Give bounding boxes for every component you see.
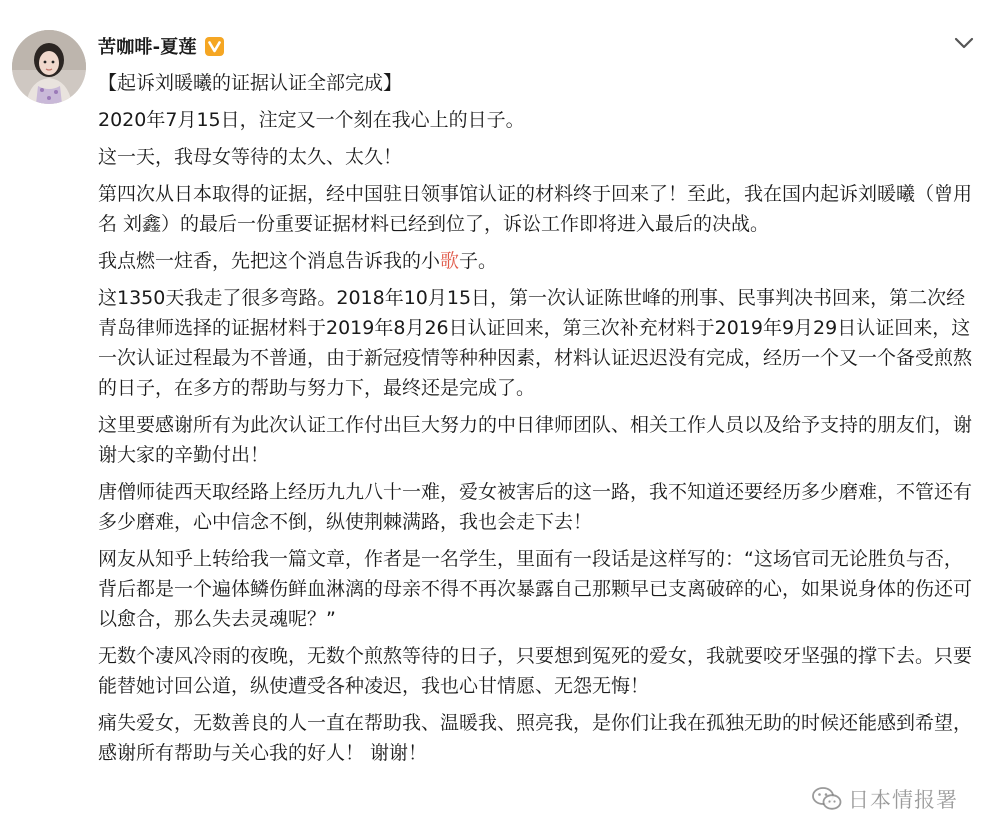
- chevron-down-icon[interactable]: [954, 36, 974, 50]
- verified-v-icon: [204, 36, 225, 57]
- watermark-text: 日本情报署: [848, 788, 958, 812]
- post-paragraph-10: 痛失爱女，无数善良的人一直在帮助我、温暖我、照亮我，是你们让我在孤独无助的时候还能感到希望，感谢所有帮助与关心我的好人！ 谢谢！: [98, 712, 973, 764]
- post-paragraph-5: 这1350天我走了很多弯路。2018年10月15日，第一次认证陈世峰的刑事、民事判决书回来，第二次经青岛律师选择的证据材料于2019年8月26日认证回来，第三次补充材料于2019年9月29日认证回来，这一次认证过程最为不普通，由于新冠疫情等种种因素，材料认证迟迟没有完成，经历一个又一个备受煎熬的日子，在多方的帮助与努力下，最终还是完成了。: [98, 287, 973, 399]
- post-paragraph-7: 唐僧师徒西天取经路上经历九九八十一难，爱女被害后的这一路，我不知道还要经历多少磨难，不管还有多少磨难，心中信念不倒，纵使荆棘满路，我也会走下去！: [98, 481, 973, 533]
- post-paragraph-1: 2020年7月15日，注定又一个刻在我心上的日子。: [98, 109, 525, 131]
- paragraph-4-text-b: 子。: [459, 250, 498, 272]
- avatar[interactable]: [12, 30, 86, 104]
- highlighted-character: 歌: [440, 250, 460, 272]
- post-paragraph-9: 无数个凄风冷雨的夜晚，无数个煎熬等待的日子，只要想到冤死的爱女，我就要咬牙坚强的撑下去。只要能替她讨回公道，纵使遭受各种凌迟，我也心甘情愿、无怨无悔！: [98, 645, 973, 697]
- avatar-portrait: [12, 30, 86, 104]
- watermark: [812, 784, 958, 814]
- post-paragraph-8: 网友从知乎上转给我一篇文章，作者是一名学生，里面有一段话是这样写的：“这场官司无论胜负与否，背后都是一个遍体鳞伤鲜血淋漓的母亲不得不再次暴露自己那颗早已支离破碎的心，如果说身体的伤还可以愈合，那么失去灵魂呢？”: [98, 548, 973, 630]
- post-paragraph-3: 第四次从日本取得的证据，经中国驻日领事馆认证的材料终于回来了！至此，我在国内起诉刘暖曦（曾用名 刘鑫）的最后一份重要证据材料已经到位了，诉讼工作即将进入最后的决战。: [98, 183, 973, 235]
- author-name[interactable]: 苦咖啡-夏莲: [98, 37, 197, 58]
- post-content: [98, 68, 978, 775]
- post-paragraph-4: [98, 246, 978, 276]
- post-header: [98, 32, 225, 60]
- post-title: 【起诉刘暖曦的证据认证全部完成】: [98, 72, 403, 94]
- post-paragraph-6: 这里要感谢所有为此次认证工作付出巨大努力的中日律师团队、相关工作人员以及给予支持的朋友们，谢谢大家的辛勤付出！: [98, 414, 973, 466]
- wechat-icon: [812, 786, 842, 812]
- post-paragraph-2: 这一天，我母女等待的太久、太久！: [98, 146, 403, 168]
- paragraph-4-text-a: 我点燃一炷香，先把这个消息告诉我的小: [98, 250, 441, 272]
